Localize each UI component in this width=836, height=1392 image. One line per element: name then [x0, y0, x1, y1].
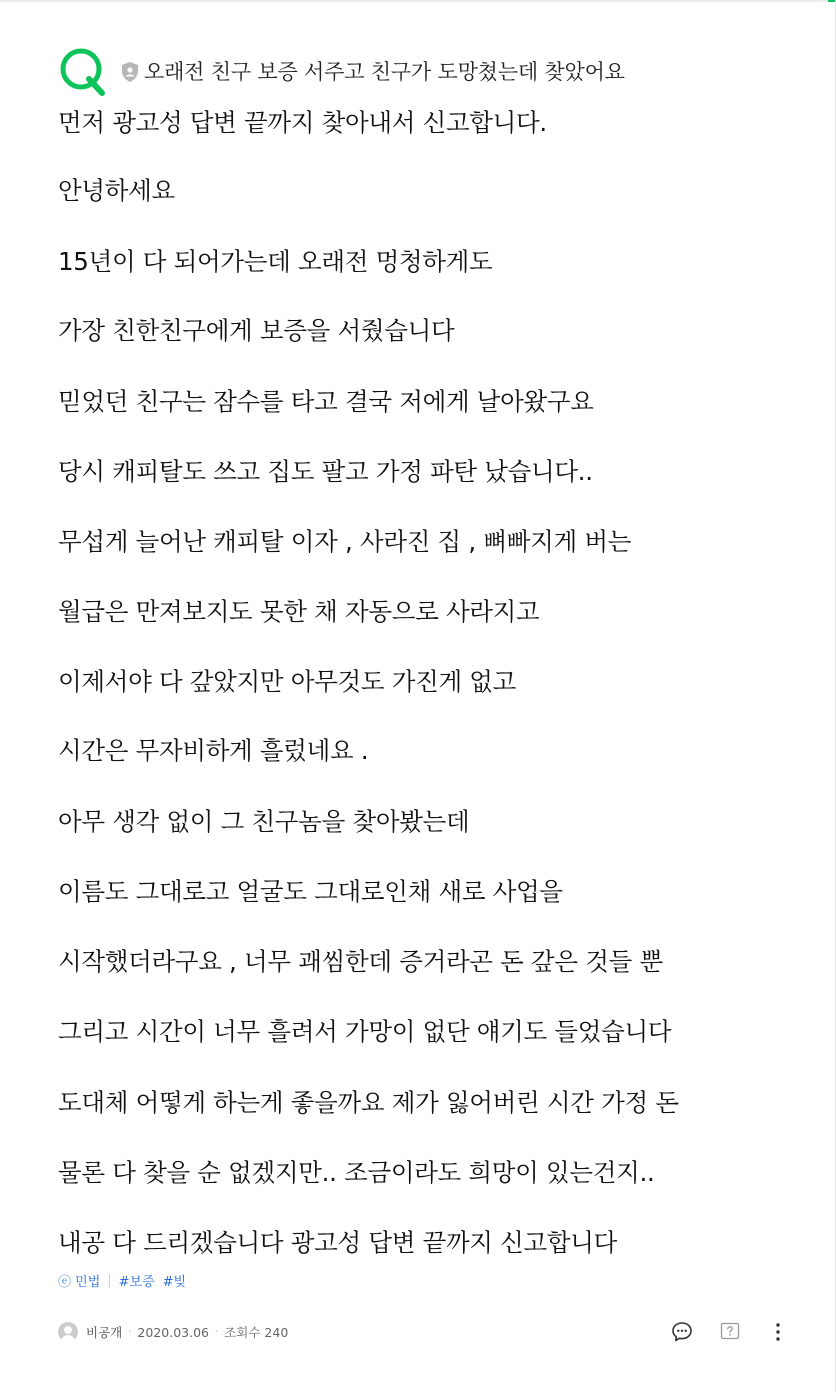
avatar — [58, 1322, 78, 1342]
body-line: 그리고 시간이 너무 흘려서 가망이 없단 얘기도 들었습니다 — [58, 1017, 672, 1046]
post-date: 2020.03.06 — [137, 1324, 209, 1340]
comment-button[interactable] — [670, 1320, 694, 1344]
action-icons — [646, 1320, 790, 1344]
body-line: 월급은 만져보지도 못한 채 자동으로 사라지고 — [58, 597, 540, 626]
views-label: 조회수 — [224, 1325, 261, 1340]
comment-icon — [670, 1320, 694, 1344]
tag-row — [58, 1271, 194, 1290]
body-line: 이름도 그대로고 얼굴도 그대로인채 새로 사업을 — [58, 877, 563, 906]
body-line: 무섭게 늘어난 캐피탈 이자 , 사라진 집 , 뼈빠지게 버는 — [58, 527, 632, 556]
body-line: 이제서야 다 갚았지만 아무것도 가진게 없고 — [58, 667, 517, 696]
question-button[interactable] — [718, 1320, 742, 1344]
meta-separator: · — [215, 1326, 219, 1338]
author-name: 비공개 — [86, 1325, 123, 1340]
top-border — [0, 0, 836, 2]
question-icon — [718, 1320, 742, 1344]
question-header — [58, 46, 625, 96]
body-line: 15년이 다 되어가는데 오래전 멍청하게도 — [58, 247, 493, 276]
body-line: 당시 캐피탈도 쓰고 집도 팔고 가정 파탄 났습니다.. — [58, 457, 593, 486]
body-line: 물론 다 찾을 순 없겠지만.. 조금이라도 희망이 있는건지.. — [58, 1158, 655, 1187]
tag-divider: | — [107, 1273, 112, 1288]
question-title: 오래전 친구 보증 서주고 친구가 도망쳤는데 찾았어요 — [144, 60, 625, 84]
body-line: 내공 다 드리겠습니다 광고성 답변 끝까지 신고합니다 — [58, 1228, 617, 1257]
body-line: 시간은 무자비하게 흘렀네요 . — [58, 736, 369, 765]
body-line: 안녕하세요 — [58, 176, 175, 205]
body-line: 가장 친한친구에게 보증을 서줬습니다 — [58, 316, 455, 345]
body-line: 먼저 광고성 답변 끝까지 찾아내서 신고합니다. — [58, 108, 547, 137]
body-line: 시작했더라구요 , 너무 괘씸한데 증거라곤 돈 갚은 것들 뿐 — [58, 947, 663, 976]
q-logo-icon — [58, 46, 108, 96]
more-options-button[interactable] — [766, 1320, 790, 1344]
body-line: 믿었던 친구는 잠수를 타고 결국 저에게 날아왔구요 — [58, 387, 594, 416]
avatar-body — [61, 1335, 75, 1342]
meta-row — [58, 1320, 288, 1344]
body-line: 아무 생각 없이 그 친구놈을 찾아봤는데 — [58, 807, 470, 836]
meta-separator: · — [128, 1326, 132, 1338]
tag-link[interactable]: #빚 — [162, 1275, 187, 1290]
shield-icon — [120, 61, 140, 83]
views-count: 240 — [264, 1324, 289, 1340]
avatar-head — [64, 1326, 72, 1334]
tag-link[interactable]: #보증 — [118, 1275, 155, 1290]
more-icon — [766, 1320, 790, 1344]
category-link[interactable]: ⓔ 민법 — [58, 1275, 101, 1290]
body-line: 도대체 어떻게 하는게 좋을까요 제가 잃어버린 시간 가정 돈 — [58, 1088, 679, 1117]
